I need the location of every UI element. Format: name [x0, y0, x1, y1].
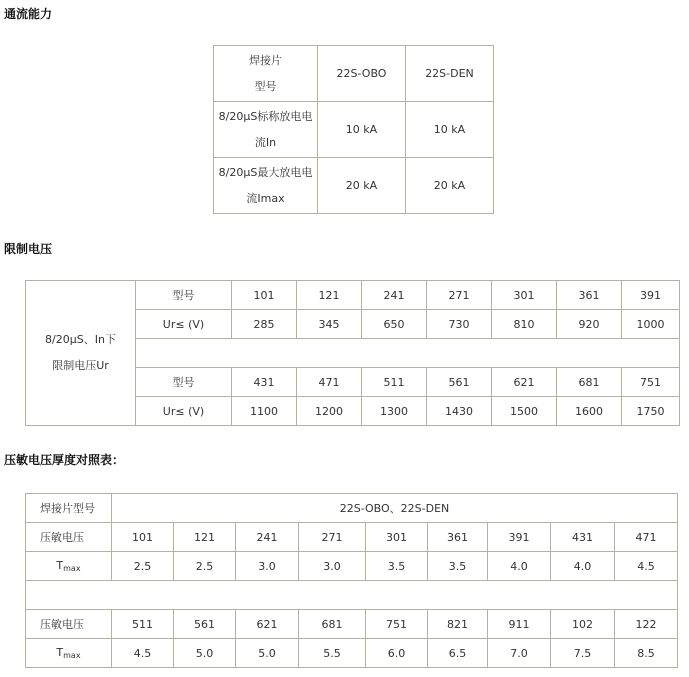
header-label-line1: 焊接片	[249, 53, 282, 67]
tmax-label-cell	[26, 552, 112, 581]
value-cell: 10 kA	[406, 102, 494, 158]
voltage-cell: 102	[551, 610, 615, 639]
value-cell: 1500	[492, 397, 557, 426]
model-cell: 681	[557, 368, 622, 397]
table-row-spacer	[26, 581, 678, 610]
value-cell: 10 kA	[318, 102, 406, 158]
model-cell: 391	[622, 281, 680, 310]
table-row	[26, 610, 678, 639]
row-label-cell	[214, 158, 318, 214]
tmax-cell: 3.5	[428, 552, 488, 581]
table-row	[214, 102, 494, 158]
value-cell: 1430	[427, 397, 492, 426]
table-row	[26, 281, 680, 310]
ur-label-cell: Ur≤ (V)	[136, 397, 232, 426]
table-row	[214, 46, 494, 102]
tmax-cell: 3.0	[299, 552, 366, 581]
side-label-line1: 8/20μS、In下	[45, 333, 116, 346]
voltage-cell: 681	[299, 610, 366, 639]
tmax-cell: 5.5	[299, 639, 366, 668]
tmax-label-cell	[26, 639, 112, 668]
table-row	[26, 494, 678, 523]
value-cell: 1750	[622, 397, 680, 426]
value-cell: 1300	[362, 397, 427, 426]
tmax-sub: max	[63, 651, 81, 660]
model-label-cell: 型号	[136, 368, 232, 397]
voltage-cell: 361	[428, 523, 488, 552]
header-col2: 22S-DEN	[406, 46, 494, 102]
voltage-cell: 751	[366, 610, 428, 639]
tmax-cell: 8.5	[615, 639, 678, 668]
model-cell: 471	[297, 368, 362, 397]
tmax-cell: 3.0	[236, 552, 299, 581]
side-label-cell	[26, 281, 136, 426]
value-cell: 730	[427, 310, 492, 339]
spacer-cell	[26, 581, 678, 610]
voltage-cell: 241	[236, 523, 299, 552]
voltage-cell: 561	[174, 610, 236, 639]
table-row	[26, 552, 678, 581]
header-label-line2: 型号	[254, 79, 277, 93]
model-cell: 121	[297, 281, 362, 310]
tmax-cell: 7.5	[551, 639, 615, 668]
model-cell: 431	[232, 368, 297, 397]
value-cell: 810	[492, 310, 557, 339]
row-label-line2: 流Imax	[246, 191, 285, 205]
voltage-cell: 471	[615, 523, 678, 552]
tmax-main: T	[56, 646, 64, 659]
section-title-flow: 通流能力	[4, 7, 53, 21]
tmax-sub: max	[63, 564, 81, 573]
model-cell: 271	[427, 281, 492, 310]
tmax-cell: 5.0	[174, 639, 236, 668]
value-cell: 1600	[557, 397, 622, 426]
clamp-voltage-table	[25, 280, 680, 426]
voltage-label-cell: 压敏电压	[26, 610, 112, 639]
voltage-cell: 101	[112, 523, 174, 552]
voltage-label-cell: 压敏电压	[26, 523, 112, 552]
voltage-cell: 911	[488, 610, 551, 639]
model-cell: 241	[362, 281, 427, 310]
tmax-cell: 2.5	[112, 552, 174, 581]
voltage-cell: 271	[299, 523, 366, 552]
header-col1: 22S-OBO	[318, 46, 406, 102]
ur-label-cell: Ur≤ (V)	[136, 310, 232, 339]
tmax-cell: 4.0	[488, 552, 551, 581]
model-cell: 511	[362, 368, 427, 397]
value-cell: 1000	[622, 310, 680, 339]
row-label-cell	[214, 102, 318, 158]
tmax-cell: 3.5	[366, 552, 428, 581]
value-cell: 20 kA	[318, 158, 406, 214]
tmax-cell: 4.0	[551, 552, 615, 581]
tmax-cell: 6.0	[366, 639, 428, 668]
voltage-cell: 391	[488, 523, 551, 552]
side-label-line2: 限制电压Ur	[52, 359, 109, 372]
value-cell: 285	[232, 310, 297, 339]
table-row	[214, 158, 494, 214]
voltage-cell: 511	[112, 610, 174, 639]
model-cell: 561	[427, 368, 492, 397]
model-label-cell: 型号	[136, 281, 232, 310]
table-row	[26, 523, 678, 552]
value-cell: 345	[297, 310, 362, 339]
model-cell: 301	[492, 281, 557, 310]
model-cell: 621	[492, 368, 557, 397]
tmax-cell: 4.5	[112, 639, 174, 668]
tmax-cell: 4.5	[615, 552, 678, 581]
tmax-cell: 5.0	[236, 639, 299, 668]
value-cell: 1100	[232, 397, 297, 426]
model-cell: 751	[622, 368, 680, 397]
header-label-cell	[214, 46, 318, 102]
value-cell: 920	[557, 310, 622, 339]
model-cell: 361	[557, 281, 622, 310]
section-title-clamp: 限制电压	[4, 242, 53, 256]
voltage-cell: 431	[551, 523, 615, 552]
value-cell: 1200	[297, 397, 362, 426]
table-row	[26, 639, 678, 668]
header-label-cell: 焊接片型号	[26, 494, 112, 523]
value-cell: 20 kA	[406, 158, 494, 214]
spacer-cell	[136, 339, 680, 368]
voltage-cell: 821	[428, 610, 488, 639]
value-cell: 650	[362, 310, 427, 339]
voltage-cell: 122	[615, 610, 678, 639]
row-label-line1: 8/20μS最大放电电	[218, 165, 313, 179]
voltage-cell: 121	[174, 523, 236, 552]
thickness-table	[25, 493, 678, 668]
header-value-cell: 22S-OBO、22S-DEN	[112, 494, 678, 523]
tmax-cell: 7.0	[488, 639, 551, 668]
flow-capacity-table	[213, 45, 494, 214]
tmax-cell: 6.5	[428, 639, 488, 668]
voltage-cell: 621	[236, 610, 299, 639]
tmax-cell: 2.5	[174, 552, 236, 581]
voltage-cell: 301	[366, 523, 428, 552]
section-title-thickness: 压敏电压厚度对照表：	[4, 453, 125, 467]
row-label-line1: 8/20μS标称放电电	[218, 109, 313, 123]
model-cell: 101	[232, 281, 297, 310]
row-label-line2: 流In	[254, 135, 277, 149]
tmax-main: T	[56, 559, 64, 572]
